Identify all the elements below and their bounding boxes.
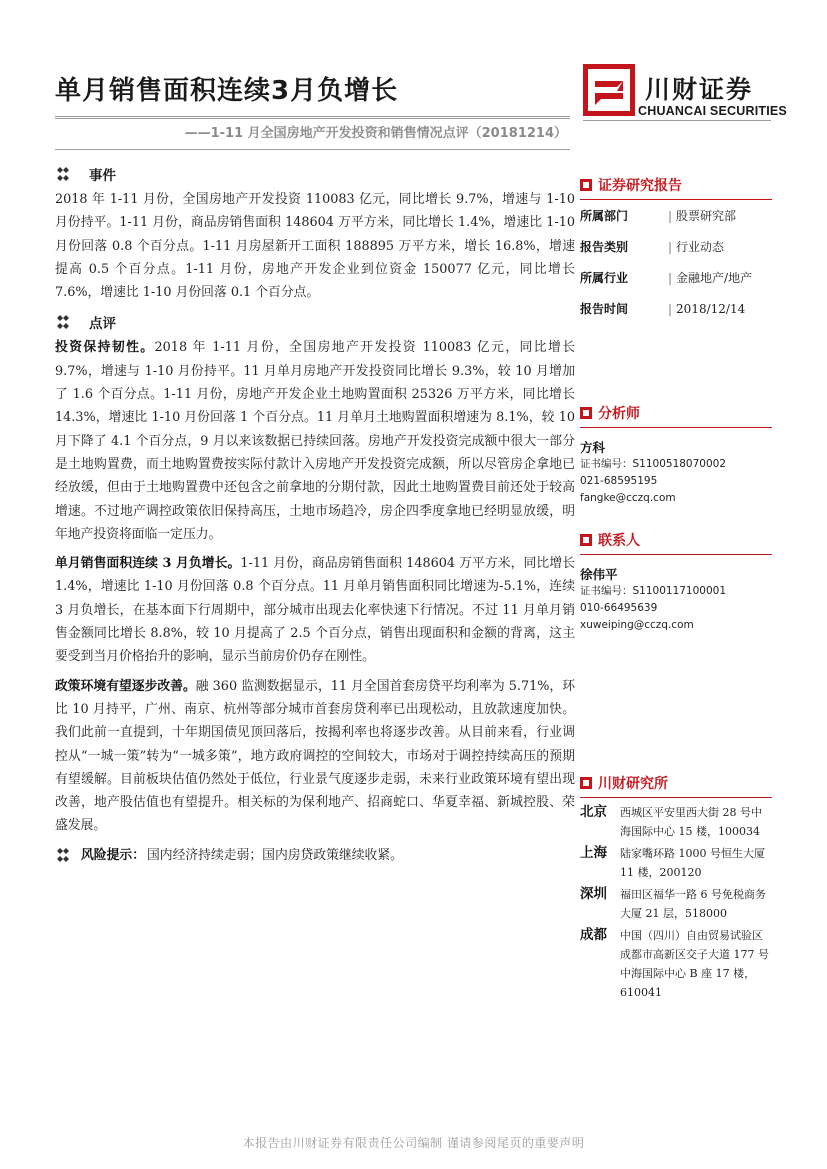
paragraph-body: 2018 年 1-11 月份，全国房地产开发投资 110083 亿元，同比增长 9.7%，增速与 1-10 月份持平。11 月单月房地产开发投资同比增长 9.3%，较 10 月增加了 1.6 个百分点。1-11 月份，房地产开发企业土地购置面积 25326 万平方米，同比增长 14.3%，增速比 1-10 月份回落 1 个百分点。11 月单月土地购置面积增速为 8.1%，较 10 月下降了 4.1 个百分点，9 月以来该数据已持续回落。房地产开发投资完成额中很大一部分是土地购置费，而土地购置费按实际付款计入房地产开发投资完成额，所以尽管房企拿地已经放缓，但由于土地购置费中还包含之前拿地的分期付款，因此土地购置费目前还处于较高增速。不过地产调控政策依旧保持高压，土地市场趋冷，房企四季度拿地已经明显放缓，明年地产投资将面临一定压力。 — [55, 340, 575, 542]
analyst-name: 方科 — [580, 440, 606, 455]
events-paragraph: 2018 年 1-11 月份，全国房地产开发投资 110083 亿元，同比增长 9.7%，增速与 1-10 月份持平。1-11 月份，商品房销售面积 148604 万平方米，同比增长 1.4%，增速比 1-10 月份回落 0.8 个百分点。1-11 月房屋新开工面积 188895 万平方米，增长 16.8%，增速提高 0.5 个百分点。1-11 月份，房地产开发企业到位资金 150077 亿元，同比增长 7.6%，增速比 1-10 月份回落 0.1 个百分点。 — [55, 192, 575, 301]
risk-warning — [55, 844, 575, 867]
main-content — [55, 160, 575, 867]
office-chengdu — [580, 925, 772, 1002]
risk-text: 国内经济持续走弱；国内房贷政策继续收紧。 — [146, 847, 403, 863]
office-city: 上海 — [580, 845, 607, 861]
diamond-cluster-icon — [55, 167, 73, 181]
diamond-cluster-icon — [55, 848, 73, 862]
report-info-table — [580, 200, 772, 324]
sidebar-analyst-section — [580, 402, 772, 507]
section-heading-label: 事件 — [89, 168, 116, 184]
office-address: 西城区平安里西大街 28 号中海国际中心 15 楼，100034 — [620, 806, 762, 838]
review-paragraph-sales — [55, 552, 575, 668]
info-row-department: 所属部门 | 股票研究部 — [580, 208, 737, 223]
info-value: 2018/12/14 — [676, 301, 746, 316]
office-shenzhen — [580, 884, 772, 923]
risk-label: 风险提示： — [81, 847, 145, 863]
office-city: 深圳 — [580, 886, 607, 902]
sidebar-contact-section — [580, 529, 772, 634]
diamond-cluster-icon — [55, 315, 73, 329]
sidebar-heading-label: 川财研究所 — [598, 776, 668, 792]
info-key: 所属行业 — [580, 271, 629, 285]
brand-name-en: CHUANCAI SECURITIES — [638, 104, 787, 118]
paragraph-lead: 政策环境有望逐步改善。 — [55, 678, 196, 694]
info-value: 金融地产/地产 — [676, 271, 753, 285]
paragraph-lead: 单月销售面积连续 3 月负增长。 — [55, 556, 241, 572]
analyst-phone: 021-68595195 — [580, 475, 658, 487]
sidebar-heading-institute — [580, 772, 772, 794]
footer-disclaimer: 本报告由川财证券有限责任公司编制 谨请参阅尾页的重要声明 — [242, 1136, 585, 1150]
info-value: 股票研究部 — [676, 209, 737, 223]
info-row-industry: 所属行业 | 金融地产/地产 — [580, 270, 753, 285]
sidebar-heading-report — [580, 174, 772, 196]
sidebar-heading-analyst — [580, 402, 772, 424]
section-heading-label: 点评 — [89, 316, 116, 333]
red-square-icon — [580, 179, 592, 191]
review-paragraph-policy — [55, 675, 575, 838]
info-key: 报告类别 — [580, 240, 629, 254]
office-city: 北京 — [580, 804, 607, 820]
paragraph-lead: 投资保持韧性。 — [55, 340, 155, 356]
sidebar-report-section — [580, 174, 772, 200]
info-row-category: 报告类别 | 行业动态 — [580, 239, 725, 254]
analyst-cert: 证书编号：S1100518070002 — [580, 458, 727, 470]
section-heading-review — [55, 308, 575, 336]
info-row-date: 报告时间 | 2018/12/14 — [580, 301, 746, 316]
office-address: 福田区福华一路 6 号免税商务大厦 21 层，518000 — [620, 888, 766, 920]
contact-phone: 010-66495639 — [580, 602, 658, 614]
section-heading-events — [55, 160, 575, 188]
red-square-icon — [580, 777, 592, 789]
info-key: 所属部门 — [580, 209, 629, 223]
office-city: 成都 — [580, 927, 607, 943]
report-subtitle: ——1-11 月全国房地产开发投资和销售情况点评（20181214） — [184, 126, 567, 141]
sidebar-heading-label: 证券研究报告 — [598, 178, 682, 194]
subtitle-rule — [55, 149, 570, 150]
sidebar-heading-label: 分析师 — [598, 406, 640, 422]
office-beijing — [580, 802, 772, 841]
red-square-icon — [580, 407, 592, 419]
contact-cert: 证书编号：S1100117100001 — [580, 585, 727, 597]
info-key: 报告时间 — [580, 302, 629, 316]
info-value: 行业动态 — [676, 240, 725, 254]
paragraph-body: 1-11 月份，商品房销售面积 148604 万平方米，同比增长 1.4%，增速比 1-10 月份回落 0.8 个百分点。11 月单月销售面积同比增速为-5.1%，连续 3 月负增长，在基本面下行周期中，部分城市出现去化率快速下行情况。不过 11 月单月销售金额同比增长 8.8%，较 10 月提高了 2.5 个百分点，销售出现面积和金额的背离，这主要受到当月价格抬升的影响，显示当前房价仍存在刚性。 — [55, 556, 575, 665]
analyst-email[interactable]: fangke@cczq.com — [580, 492, 676, 504]
paragraph-body: 融 360 监测数据显示，11 月全国首套房贷平均利率为 5.71%，环比 10 月持平，广州、南京、杭州等部分城市首套房贷利率已出现松动，且放款速度加快。我们此前一直提到，十年期国债见顶回落后，按揭利率也将逐步改善。从目前来看，行业调控从“一城一策”转为“一城多策”，地方政府调控的空间较大，市场对于调控持续高压的预期有望缓解。目前板块估值仍然处于低位，行业景气度逐步走弱，未来行业政策环境有望出现改善，地产股估值也有望提升。相关标的为保利地产、招商蛇口、华夏幸福、新城控股、荣盛发展。 — [55, 678, 576, 834]
sidebar-heading-contact — [580, 529, 772, 551]
sidebar-institute-section — [580, 772, 772, 1002]
logo-rule — [583, 120, 771, 121]
contact-email[interactable]: xuweiping@cczq.com — [580, 619, 694, 631]
sidebar-heading-label: 联系人 — [598, 533, 640, 549]
office-address: 中国（四川）自由贸易试验区成都市高新区交子大道 177 号中海国际中心 B 座 17 楼，610041 — [620, 929, 769, 999]
office-address: 陆家嘴环路 1000 号恒生大厦 11 楼，200120 — [620, 847, 765, 879]
header-rule — [55, 116, 570, 119]
red-square-icon — [580, 534, 592, 546]
office-shanghai — [580, 843, 772, 882]
contact-name: 徐伟平 — [580, 567, 618, 582]
report-title: 单月销售面积连续3月负增长 — [55, 76, 399, 106]
chuancai-logo-icon — [583, 64, 635, 116]
review-paragraph-investment — [55, 336, 575, 546]
brand-name-cn: 川财证券 — [645, 75, 754, 104]
